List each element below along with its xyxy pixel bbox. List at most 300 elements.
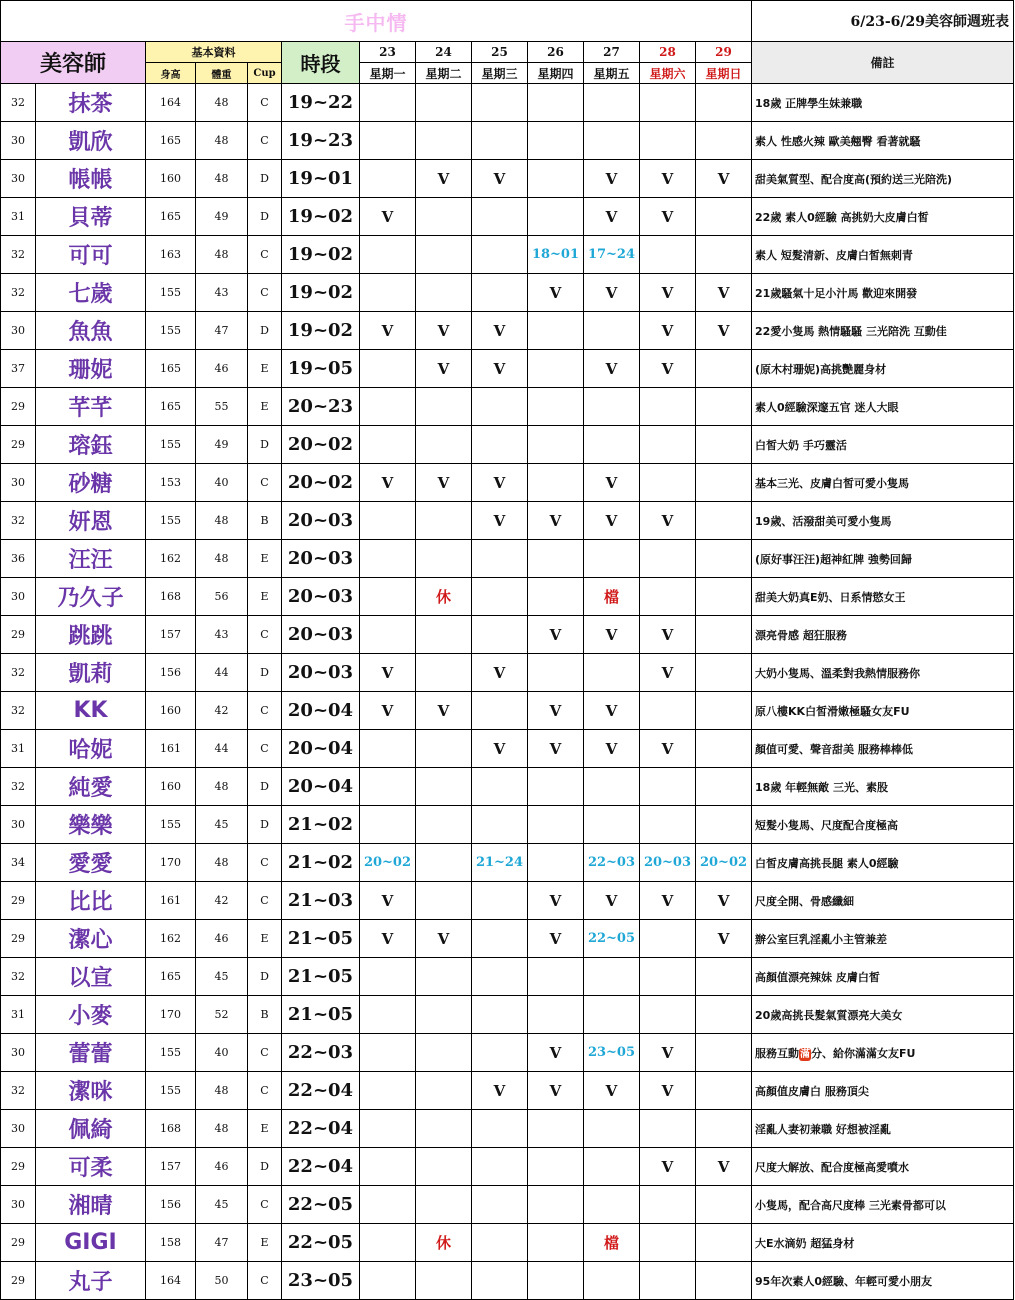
schedule-cell: V bbox=[416, 464, 472, 502]
schedule-cell bbox=[360, 236, 416, 274]
time-slot-cell: 21~03 bbox=[282, 882, 360, 920]
schedule-cell bbox=[472, 996, 528, 1034]
beautician-name: 蕾蕾 bbox=[36, 1034, 146, 1072]
schedule-cell bbox=[528, 1186, 584, 1224]
schedule-cell: 23~05 bbox=[584, 1034, 640, 1072]
height-cell: 160 bbox=[146, 768, 196, 806]
schedule-cell: V bbox=[584, 882, 640, 920]
weight-cell: 47 bbox=[196, 312, 248, 350]
schedule-cell bbox=[696, 996, 752, 1034]
schedule-cell: V bbox=[640, 1034, 696, 1072]
schedule-cell bbox=[696, 198, 752, 236]
schedule-cell: V bbox=[416, 920, 472, 958]
notes-cell: 白皙皮膚高挑長腿 素人0經驗 bbox=[752, 844, 1014, 882]
time-slot-cell: 19~02 bbox=[282, 274, 360, 312]
schedule-cell bbox=[472, 388, 528, 426]
height-cell: 161 bbox=[146, 882, 196, 920]
header-day-date: 27 bbox=[584, 42, 640, 63]
schedule-cell bbox=[416, 236, 472, 274]
notes-cell: 素人 短髮清新、皮膚白皙無刺青 bbox=[752, 236, 1014, 274]
notes-cell: 大E水滴奶 超猛身材 bbox=[752, 1224, 1014, 1262]
header-beautician: 美容師 bbox=[1, 42, 146, 84]
schedule-cell bbox=[528, 958, 584, 996]
schedule-cell bbox=[528, 1110, 584, 1148]
header-basic-info: 基本資料 bbox=[146, 42, 282, 63]
time-slot-cell: 21~05 bbox=[282, 996, 360, 1034]
schedule-cell bbox=[472, 1110, 528, 1148]
schedule-cell bbox=[640, 1262, 696, 1300]
schedule-cell bbox=[472, 768, 528, 806]
beautician-name: 潔咪 bbox=[36, 1072, 146, 1110]
beautician-name: 丸子 bbox=[36, 1262, 146, 1300]
weight-cell: 42 bbox=[196, 882, 248, 920]
weight-cell: 48 bbox=[196, 160, 248, 198]
age-cell: 36 bbox=[1, 540, 36, 578]
schedule-cell bbox=[472, 1224, 528, 1262]
weight-cell: 46 bbox=[196, 1148, 248, 1186]
schedule-cell bbox=[360, 958, 416, 996]
notes-cell: 顏值可愛、聲音甜美 服務棒棒低 bbox=[752, 730, 1014, 768]
cup-cell: C bbox=[248, 882, 282, 920]
schedule-cell bbox=[696, 464, 752, 502]
height-cell: 162 bbox=[146, 540, 196, 578]
schedule-cell bbox=[528, 540, 584, 578]
schedule-cell bbox=[416, 1186, 472, 1224]
schedule-cell bbox=[416, 1072, 472, 1110]
cup-cell: E bbox=[248, 578, 282, 616]
schedule-cell bbox=[472, 236, 528, 274]
table-row bbox=[1, 1110, 1014, 1148]
beautician-name: 砂糖 bbox=[36, 464, 146, 502]
cup-cell: D bbox=[248, 1148, 282, 1186]
weight-cell: 48 bbox=[196, 1072, 248, 1110]
schedule-cell: V bbox=[472, 464, 528, 502]
beautician-name: 潔心 bbox=[36, 920, 146, 958]
schedule-cell bbox=[528, 1148, 584, 1186]
schedule-cell bbox=[696, 768, 752, 806]
cup-cell: C bbox=[248, 84, 282, 122]
header-day-date: 23 bbox=[360, 42, 416, 63]
schedule-cell bbox=[472, 920, 528, 958]
height-cell: 156 bbox=[146, 654, 196, 692]
time-slot-cell: 21~02 bbox=[282, 806, 360, 844]
schedule-cell: 休 bbox=[416, 578, 472, 616]
height-cell: 155 bbox=[146, 274, 196, 312]
notes-cell: (原木村珊妮)高挑艷麗身材 bbox=[752, 350, 1014, 388]
schedule-cell: V bbox=[640, 502, 696, 540]
schedule-cell bbox=[360, 502, 416, 540]
cup-cell: B bbox=[248, 502, 282, 540]
schedule-cell bbox=[696, 654, 752, 692]
schedule-cell bbox=[472, 882, 528, 920]
header-weekday: 星期六 bbox=[640, 63, 696, 84]
age-cell: 29 bbox=[1, 426, 36, 464]
schedule-cell bbox=[416, 958, 472, 996]
table-row bbox=[1, 844, 1014, 882]
table-row bbox=[1, 1224, 1014, 1262]
beautician-name: 汪汪 bbox=[36, 540, 146, 578]
schedule-cell: V bbox=[360, 654, 416, 692]
weight-cell: 47 bbox=[196, 1224, 248, 1262]
cup-cell: D bbox=[248, 768, 282, 806]
weight-cell: 50 bbox=[196, 1262, 248, 1300]
schedule-cell: V bbox=[696, 160, 752, 198]
time-slot-cell: 19~02 bbox=[282, 312, 360, 350]
beautician-name: 佩綺 bbox=[36, 1110, 146, 1148]
schedule-cell: 22~05 bbox=[584, 920, 640, 958]
time-slot-cell: 20~03 bbox=[282, 616, 360, 654]
cup-cell: C bbox=[248, 122, 282, 160]
schedule-cell: V bbox=[584, 464, 640, 502]
notes-cell: 18歲 正牌學生妹兼職 bbox=[752, 84, 1014, 122]
beautician-name: 瑢鈺 bbox=[36, 426, 146, 464]
table-row bbox=[1, 388, 1014, 426]
age-cell: 30 bbox=[1, 1186, 36, 1224]
schedule-cell bbox=[640, 388, 696, 426]
height-cell: 157 bbox=[146, 1148, 196, 1186]
height-cell: 158 bbox=[146, 1224, 196, 1262]
schedule-cell bbox=[528, 1224, 584, 1262]
beautician-name: 七歲 bbox=[36, 274, 146, 312]
table-row bbox=[1, 122, 1014, 160]
schedule-cell bbox=[696, 1110, 752, 1148]
schedule-cell bbox=[528, 806, 584, 844]
schedule-cell bbox=[640, 236, 696, 274]
schedule-cell: V bbox=[416, 312, 472, 350]
time-slot-cell: 22~05 bbox=[282, 1186, 360, 1224]
schedule-cell bbox=[640, 920, 696, 958]
schedule-cell bbox=[360, 540, 416, 578]
schedule-cell bbox=[472, 578, 528, 616]
height-cell: 165 bbox=[146, 350, 196, 388]
schedule-cell bbox=[360, 1072, 416, 1110]
table-row bbox=[1, 730, 1014, 768]
schedule-cell: V bbox=[472, 312, 528, 350]
schedule-cell: V bbox=[640, 654, 696, 692]
height-cell: 165 bbox=[146, 388, 196, 426]
beautician-name: 芊芊 bbox=[36, 388, 146, 426]
schedule-cell: V bbox=[528, 920, 584, 958]
schedule-cell bbox=[528, 578, 584, 616]
notes-cell: 素人0經驗深邃五官 迷人大眼 bbox=[752, 388, 1014, 426]
notes-cell: 小隻馬，配合高尺度棒 三光素骨都可以 bbox=[752, 1186, 1014, 1224]
cup-cell: D bbox=[248, 806, 282, 844]
weight-cell: 42 bbox=[196, 692, 248, 730]
schedule-cell: V bbox=[696, 882, 752, 920]
schedule-cell bbox=[472, 1034, 528, 1072]
schedule-cell bbox=[416, 882, 472, 920]
schedule-cell: V bbox=[584, 274, 640, 312]
schedule-cell bbox=[360, 806, 416, 844]
height-cell: 165 bbox=[146, 122, 196, 160]
cup-cell: D bbox=[248, 198, 282, 236]
schedule-cell bbox=[360, 1148, 416, 1186]
table-row bbox=[1, 1148, 1014, 1186]
schedule-cell bbox=[472, 692, 528, 730]
schedule-cell bbox=[416, 806, 472, 844]
schedule-cell: V bbox=[416, 160, 472, 198]
schedule-cell bbox=[696, 236, 752, 274]
weight-cell: 48 bbox=[196, 1110, 248, 1148]
age-cell: 30 bbox=[1, 122, 36, 160]
age-cell: 34 bbox=[1, 844, 36, 882]
table-row bbox=[1, 426, 1014, 464]
age-cell: 30 bbox=[1, 1034, 36, 1072]
schedule-cell bbox=[696, 502, 752, 540]
schedule-cell: 18~01 bbox=[528, 236, 584, 274]
notes-cell: 基本三光、皮膚白皙可愛小隻馬 bbox=[752, 464, 1014, 502]
notes-cell: 20歲高挑長髮氣質漂亮大美女 bbox=[752, 996, 1014, 1034]
schedule-cell bbox=[360, 350, 416, 388]
schedule-cell: 檔 bbox=[584, 578, 640, 616]
schedule-cell bbox=[696, 1224, 752, 1262]
weight-cell: 48 bbox=[196, 768, 248, 806]
age-cell: 32 bbox=[1, 654, 36, 692]
cup-cell: C bbox=[248, 1186, 282, 1224]
schedule-cell: V bbox=[584, 730, 640, 768]
schedule-cell bbox=[528, 426, 584, 464]
time-slot-cell: 19~01 bbox=[282, 160, 360, 198]
schedule-cell: V bbox=[528, 274, 584, 312]
time-slot-cell: 22~04 bbox=[282, 1110, 360, 1148]
schedule-cell bbox=[528, 654, 584, 692]
header-day-date: 24 bbox=[416, 42, 472, 63]
schedule-cell bbox=[472, 84, 528, 122]
schedule-cell bbox=[528, 198, 584, 236]
schedule-cell bbox=[640, 806, 696, 844]
height-cell: 155 bbox=[146, 806, 196, 844]
notes-cell: 尺度大解放、配合度極高愛噴水 bbox=[752, 1148, 1014, 1186]
schedule-cell: V bbox=[472, 160, 528, 198]
time-slot-cell: 22~04 bbox=[282, 1072, 360, 1110]
age-cell: 29 bbox=[1, 920, 36, 958]
schedule-cell: 17~24 bbox=[584, 236, 640, 274]
age-cell: 32 bbox=[1, 768, 36, 806]
height-cell: 157 bbox=[146, 616, 196, 654]
schedule-cell bbox=[640, 996, 696, 1034]
schedule-cell bbox=[472, 198, 528, 236]
table-row bbox=[1, 540, 1014, 578]
age-cell: 29 bbox=[1, 882, 36, 920]
schedule-cell bbox=[584, 958, 640, 996]
schedule-cell bbox=[472, 122, 528, 160]
schedule-cell: V bbox=[640, 160, 696, 198]
full-marks-badge: 滿 bbox=[800, 1048, 811, 1060]
height-cell: 160 bbox=[146, 160, 196, 198]
notes-cell: 大奶小隻馬、溫柔對我熱情服務你 bbox=[752, 654, 1014, 692]
schedule-cell bbox=[360, 1186, 416, 1224]
schedule-cell bbox=[584, 426, 640, 464]
table-row bbox=[1, 578, 1014, 616]
table-row bbox=[1, 1034, 1014, 1072]
schedule-cell: V bbox=[584, 160, 640, 198]
notes-cell: 尺度全開、骨感纖細 bbox=[752, 882, 1014, 920]
header-time-slot: 時段 bbox=[282, 42, 360, 84]
time-slot-cell: 20~02 bbox=[282, 464, 360, 502]
time-slot-cell: 20~04 bbox=[282, 768, 360, 806]
age-cell: 37 bbox=[1, 350, 36, 388]
schedule-cell bbox=[360, 578, 416, 616]
schedule-cell bbox=[528, 844, 584, 882]
table-row bbox=[1, 350, 1014, 388]
schedule-cell: V bbox=[640, 350, 696, 388]
table-row bbox=[1, 84, 1014, 122]
schedule-cell bbox=[528, 312, 584, 350]
beautician-name: 抹茶 bbox=[36, 84, 146, 122]
notes-cell: 18歲 年輕無敵 三光、素股 bbox=[752, 768, 1014, 806]
schedule-cell bbox=[696, 84, 752, 122]
age-cell: 32 bbox=[1, 1072, 36, 1110]
schedule-cell: V bbox=[584, 502, 640, 540]
weight-cell: 52 bbox=[196, 996, 248, 1034]
weight-cell: 48 bbox=[196, 122, 248, 160]
weight-cell: 43 bbox=[196, 616, 248, 654]
table-row bbox=[1, 654, 1014, 692]
schedule-cell: V bbox=[528, 1034, 584, 1072]
time-slot-cell: 20~04 bbox=[282, 730, 360, 768]
schedule-cell bbox=[472, 274, 528, 312]
schedule-cell bbox=[360, 274, 416, 312]
header-day-date: 25 bbox=[472, 42, 528, 63]
notes-cell: 甜美氣質型、配合度高(預約送三光陪洗) bbox=[752, 160, 1014, 198]
schedule-cell: V bbox=[640, 1072, 696, 1110]
notes-cell: 22愛小隻馬 熱情騷騷 三光陪洗 互動佳 bbox=[752, 312, 1014, 350]
schedule-cell bbox=[528, 464, 584, 502]
schedule-cell bbox=[584, 768, 640, 806]
notes-cell: 高顏值皮膚白 服務頂尖 bbox=[752, 1072, 1014, 1110]
schedule-cell bbox=[696, 426, 752, 464]
table-row bbox=[1, 616, 1014, 654]
schedule-cell bbox=[528, 388, 584, 426]
header-weekday: 星期日 bbox=[696, 63, 752, 84]
notes-cell: (原好事汪汪)超神紅牌 強勢回歸 bbox=[752, 540, 1014, 578]
weight-cell: 45 bbox=[196, 806, 248, 844]
beautician-name: 魚魚 bbox=[36, 312, 146, 350]
time-slot-cell: 21~05 bbox=[282, 958, 360, 996]
weight-cell: 45 bbox=[196, 958, 248, 996]
table-row bbox=[1, 806, 1014, 844]
schedule-cell bbox=[416, 426, 472, 464]
schedule-cell bbox=[472, 806, 528, 844]
weight-cell: 40 bbox=[196, 464, 248, 502]
schedule-cell bbox=[696, 730, 752, 768]
schedule-cell: V bbox=[584, 198, 640, 236]
age-cell: 30 bbox=[1, 464, 36, 502]
schedule-cell: V bbox=[640, 730, 696, 768]
notes-cell: 21歲騷氣十足小汁馬 歡迎來開發 bbox=[752, 274, 1014, 312]
cup-cell: C bbox=[248, 692, 282, 730]
schedule-cell: V bbox=[640, 1148, 696, 1186]
height-cell: 153 bbox=[146, 464, 196, 502]
schedule-cell bbox=[640, 464, 696, 502]
cup-cell: E bbox=[248, 1224, 282, 1262]
age-cell: 29 bbox=[1, 1148, 36, 1186]
age-cell: 32 bbox=[1, 692, 36, 730]
schedule-cell: V bbox=[584, 1072, 640, 1110]
notes-cell: 淫亂人妻初兼職 好想被淫亂 bbox=[752, 1110, 1014, 1148]
age-cell: 32 bbox=[1, 958, 36, 996]
notes-cell bbox=[752, 1034, 1014, 1072]
schedule-cell: 休 bbox=[416, 1224, 472, 1262]
schedule-cell: 20~02 bbox=[696, 844, 752, 882]
age-cell: 29 bbox=[1, 1224, 36, 1262]
age-cell: 31 bbox=[1, 198, 36, 236]
schedule-cell: V bbox=[416, 692, 472, 730]
weight-cell: 48 bbox=[196, 84, 248, 122]
weight-cell: 48 bbox=[196, 236, 248, 274]
schedule-cell: V bbox=[640, 882, 696, 920]
schedule-cell bbox=[360, 388, 416, 426]
height-cell: 156 bbox=[146, 1186, 196, 1224]
schedule-cell bbox=[584, 312, 640, 350]
header-notes: 備註 bbox=[752, 42, 1014, 84]
weight-cell: 44 bbox=[196, 654, 248, 692]
schedule-cell bbox=[696, 578, 752, 616]
schedule-cell bbox=[528, 1262, 584, 1300]
age-cell: 30 bbox=[1, 806, 36, 844]
cup-cell: D bbox=[248, 426, 282, 464]
table-row bbox=[1, 958, 1014, 996]
beautician-name: 貝蒂 bbox=[36, 198, 146, 236]
schedule-cell: V bbox=[360, 920, 416, 958]
cup-cell: D bbox=[248, 312, 282, 350]
schedule-cell bbox=[640, 122, 696, 160]
schedule-cell: V bbox=[472, 1072, 528, 1110]
schedule-cell bbox=[640, 692, 696, 730]
schedule-cell: V bbox=[528, 1072, 584, 1110]
cup-cell: D bbox=[248, 958, 282, 996]
weight-cell: 49 bbox=[196, 198, 248, 236]
schedule-cell bbox=[640, 540, 696, 578]
beautician-name: 珊妮 bbox=[36, 350, 146, 388]
schedule-cell bbox=[360, 616, 416, 654]
time-slot-cell: 20~03 bbox=[282, 540, 360, 578]
schedule-cell bbox=[472, 426, 528, 464]
height-cell: 162 bbox=[146, 920, 196, 958]
table-row bbox=[1, 692, 1014, 730]
schedule-cell bbox=[640, 768, 696, 806]
height-cell: 155 bbox=[146, 1034, 196, 1072]
beautician-name: 乃久子 bbox=[36, 578, 146, 616]
height-cell: 165 bbox=[146, 958, 196, 996]
cup-cell: B bbox=[248, 996, 282, 1034]
time-slot-cell: 22~03 bbox=[282, 1034, 360, 1072]
schedule-cell: V bbox=[528, 882, 584, 920]
time-slot-cell: 19~22 bbox=[282, 84, 360, 122]
schedule-cell bbox=[360, 1262, 416, 1300]
beautician-name: 可柔 bbox=[36, 1148, 146, 1186]
schedule-cell bbox=[472, 958, 528, 996]
schedule-cell bbox=[360, 160, 416, 198]
schedule-cell bbox=[416, 768, 472, 806]
cup-cell: C bbox=[248, 236, 282, 274]
cup-cell: C bbox=[248, 1034, 282, 1072]
schedule-cell bbox=[416, 502, 472, 540]
beautician-name: 以宣 bbox=[36, 958, 146, 996]
weight-cell: 46 bbox=[196, 920, 248, 958]
header-weekday: 星期三 bbox=[472, 63, 528, 84]
age-cell: 32 bbox=[1, 274, 36, 312]
table-row bbox=[1, 1262, 1014, 1300]
schedule-cell bbox=[416, 1110, 472, 1148]
notes-cell: 22歲 素人0經驗 高挑奶大皮膚白皙 bbox=[752, 198, 1014, 236]
table-row bbox=[1, 882, 1014, 920]
time-slot-cell: 22~05 bbox=[282, 1224, 360, 1262]
weight-cell: 48 bbox=[196, 540, 248, 578]
beautician-name: 純愛 bbox=[36, 768, 146, 806]
schedule-cell bbox=[360, 122, 416, 160]
time-slot-cell: 19~02 bbox=[282, 198, 360, 236]
